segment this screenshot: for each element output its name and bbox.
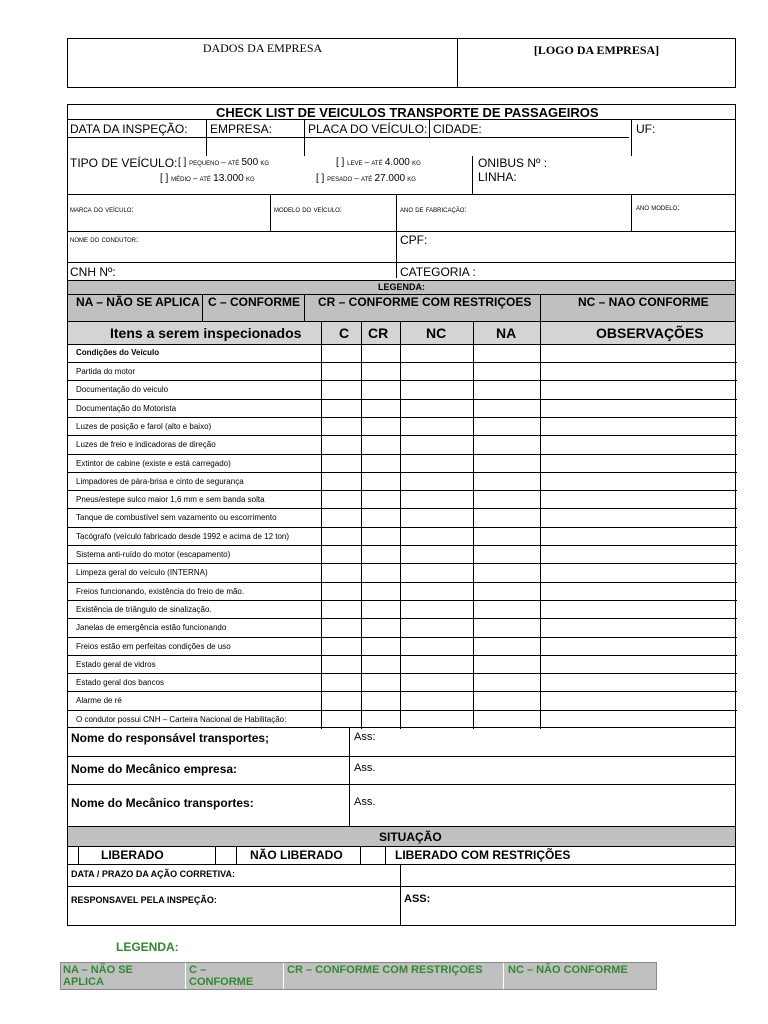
driver-name-field[interactable]: nome do condutor: bbox=[70, 235, 139, 244]
model-year-field[interactable]: ano modelo: bbox=[636, 203, 680, 212]
situation-block bbox=[67, 827, 736, 926]
table-row[interactable] bbox=[68, 362, 737, 380]
table-row[interactable] bbox=[68, 563, 737, 581]
table-row[interactable] bbox=[68, 545, 737, 563]
option-pequeno[interactable]: [ ] pequeno – até 500 kg bbox=[178, 157, 270, 168]
legend-cr: CR – CONFORME COM RESTRIÇOES bbox=[318, 295, 532, 309]
table-row-label: Janelas de emergência estão funcionando bbox=[76, 623, 227, 633]
company-logo-placeholder: [LOGO DA EMPRESA] bbox=[533, 43, 660, 57]
table-row-label: Limpeza geral do veículo (INTERNA) bbox=[76, 568, 208, 578]
vehicle-brand-field[interactable]: marca do veículo: bbox=[70, 205, 134, 214]
col-nc: NC bbox=[426, 325, 447, 341]
table-row-label: Limpadores de pára-brisa e cinto de segurança bbox=[76, 476, 244, 486]
col-observations: OBSERVAÇÕES bbox=[596, 325, 704, 341]
table-row[interactable] bbox=[68, 582, 737, 600]
bottom-legend-na: NA – NÃO SE APLICA bbox=[63, 964, 133, 989]
status-released-restrictions[interactable]: LIBERADO COM RESTRIÇÕES bbox=[395, 848, 571, 862]
table-row[interactable] bbox=[68, 673, 737, 691]
legend-nc: NC – NAO CONFORME bbox=[578, 295, 709, 309]
vehicle-type-label: TIPO DE VEÍCULO: bbox=[70, 156, 178, 170]
section-vehicle-conditions: Condições do Veículo bbox=[76, 348, 160, 357]
transport-mechanic-name[interactable]: Nome do Mecânico transportes: bbox=[71, 796, 254, 810]
option-leve[interactable]: [ ] leve – até 4.000 kg bbox=[336, 157, 421, 168]
status-released[interactable]: LIBERADO bbox=[101, 848, 164, 862]
table-row[interactable] bbox=[68, 380, 737, 398]
status-not-released[interactable]: NÃO LIBERADO bbox=[250, 848, 343, 862]
table-row-label: Sistema anti-ruído do motor (escapamento) bbox=[76, 550, 231, 559]
signature-3[interactable]: Ass. bbox=[354, 796, 376, 808]
table-row[interactable] bbox=[68, 710, 737, 728]
bottom-legend-c: C – CONFORME bbox=[189, 964, 254, 989]
legend-na: NA – NÃO SE APLICA bbox=[76, 295, 200, 309]
inspection-date-field[interactable]: DATA DA INSPEÇÃO: bbox=[70, 122, 188, 136]
table-row-label: Freios estão em perfeitas condições de uso bbox=[76, 641, 231, 651]
table-row-label: Estado geral dos bancos bbox=[76, 678, 165, 688]
table-row-label: Documentação do Motorista bbox=[76, 403, 177, 413]
situation-title: SITUAÇÃO bbox=[379, 830, 442, 844]
table-row-label: Freios funcionando, existência do freio de mão. bbox=[76, 586, 245, 596]
bus-number-field[interactable]: ONIBUS Nº : bbox=[478, 156, 548, 170]
table-row[interactable] bbox=[68, 472, 737, 490]
company-mechanic-name[interactable]: Nome do Mecânico empresa: bbox=[71, 762, 238, 776]
table-row[interactable] bbox=[68, 399, 737, 417]
table-row[interactable] bbox=[68, 618, 737, 636]
manufacture-year-field[interactable]: ano de fabricação: bbox=[400, 205, 467, 214]
bus-line-field[interactable]: LINHA: bbox=[478, 170, 517, 184]
signature-block bbox=[67, 728, 736, 827]
option-medio[interactable]: [ ] médio – até 13.000 kg bbox=[160, 173, 255, 184]
table-row-label: O condutor possui CNH – Carteira Nacional de Habilitação: bbox=[76, 714, 287, 724]
signature-1[interactable]: Ass: bbox=[354, 731, 376, 743]
company-field[interactable]: EMPRESA: bbox=[210, 122, 273, 136]
cnh-field[interactable]: CNH Nº: bbox=[70, 265, 116, 279]
bottom-legend-nc: NC – NÃO CONFORME bbox=[508, 964, 628, 976]
table-row-label: Tacógrafo (veículo fabricado desde 1992 e acima de 12 ton) bbox=[76, 531, 290, 541]
table-row[interactable] bbox=[68, 655, 737, 673]
form-title: CHECK LIST DE VEICULOS TRANSPORTE DE PASSAGEIROS bbox=[216, 105, 599, 120]
legend-c: C – CONFORME bbox=[208, 295, 301, 309]
legend-label: LEGENDA: bbox=[378, 282, 425, 292]
table-row[interactable] bbox=[68, 417, 737, 435]
table-row[interactable] bbox=[68, 691, 737, 709]
table-row[interactable] bbox=[68, 600, 737, 618]
company-header bbox=[67, 38, 736, 88]
col-items: Itens a serem inspecionados bbox=[110, 325, 302, 341]
bottom-legend-cr: CR – CONFORME COM RESTRIÇOES bbox=[287, 964, 483, 976]
signature-2[interactable]: Ass. bbox=[354, 762, 376, 774]
inspection-signature[interactable]: ASS: bbox=[404, 893, 431, 905]
table-row[interactable] bbox=[68, 637, 737, 655]
col-na: NA bbox=[496, 325, 517, 341]
table-row[interactable] bbox=[68, 435, 737, 453]
table-row-label: Luzes de freio e indicadoras de direção bbox=[76, 440, 216, 450]
vehicle-model-field[interactable]: modelo do veículo: bbox=[274, 205, 343, 214]
table-row-label: Extintor de cabine (existe e está carregado) bbox=[76, 458, 231, 468]
bottom-legend-title: LEGENDA: bbox=[116, 940, 179, 954]
bottom-legend bbox=[60, 962, 657, 990]
category-field[interactable]: CATEGORIA : bbox=[400, 265, 476, 279]
transport-manager-name[interactable]: Nome do responsável transportes; bbox=[71, 731, 270, 745]
inspection-responsible[interactable]: RESPONSAVEL PELA INSPEÇÃO: bbox=[71, 895, 217, 905]
uf-field[interactable]: UF: bbox=[636, 122, 656, 136]
table-row-label: Documentação do veiculo bbox=[76, 385, 169, 395]
col-cr: CR bbox=[368, 325, 389, 341]
table-row-label: Partida do motor bbox=[76, 367, 136, 376]
table-row[interactable] bbox=[68, 508, 737, 526]
inspection-form bbox=[67, 104, 736, 728]
corrective-action-deadline[interactable]: DATA / PRAZO DA AÇÃO CORRETIVA: bbox=[71, 869, 235, 879]
table-row[interactable] bbox=[68, 454, 737, 472]
table-row-label: Tanque de combustível sem vazamento ou escorrimento bbox=[76, 513, 277, 523]
city-field[interactable]: CIDADE: bbox=[433, 122, 482, 136]
col-c: C bbox=[339, 325, 350, 341]
table-row-label: Pneus/estepe sulco maior 1,6 mm e sem banda solta bbox=[76, 495, 265, 505]
table-row-label: Estado geral de vidros bbox=[76, 659, 156, 669]
company-data-label: DADOS DA EMPRESA bbox=[68, 39, 458, 87]
table-row[interactable] bbox=[68, 527, 737, 545]
table-row-label: Alarme de ré bbox=[76, 696, 122, 706]
plate-field[interactable]: PLACA DO VEÍCULO: bbox=[308, 122, 428, 136]
table-row[interactable] bbox=[68, 490, 737, 508]
table-row-label: Existência de triângulo de sinalização. bbox=[76, 604, 212, 614]
cpf-field[interactable]: CPF: bbox=[400, 233, 428, 247]
table-row-label: Luzes de posição e farol (alto e baixo) bbox=[76, 421, 212, 431]
option-pesado[interactable]: [ ] pesado – até 27.000 kg bbox=[316, 173, 416, 184]
